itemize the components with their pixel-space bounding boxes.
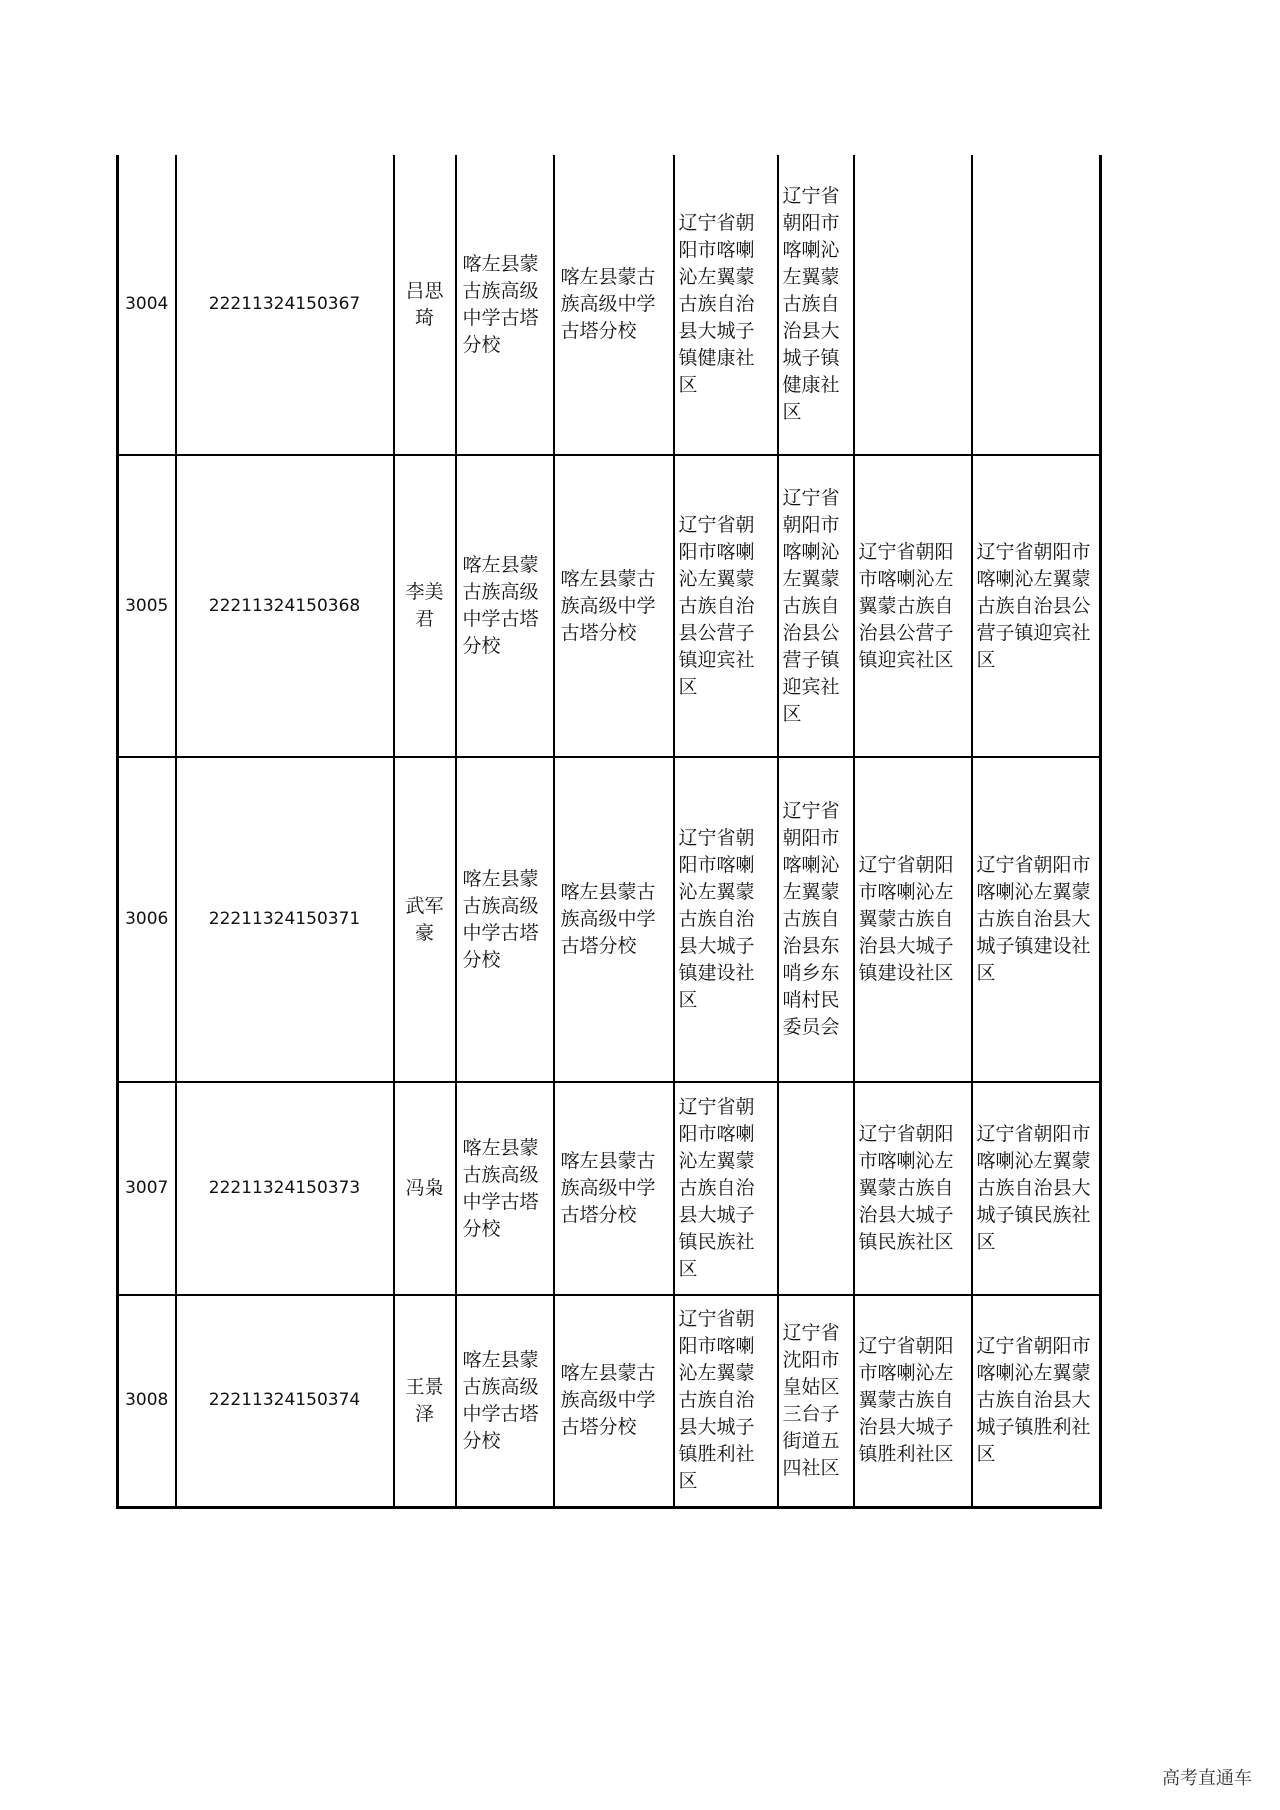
address-2: 辽宁省朝阳市喀喇沁左翼蒙古族自治县公营子镇迎宾社区 [778,455,854,757]
address-1: 辽宁省朝阳市喀喇沁左翼蒙古族自治县大城子镇胜利社区 [674,1295,778,1507]
address-2: 辽宁省沈阳市皇姑区三台子街道五四社区 [778,1295,854,1507]
school-a: 喀左县蒙古族高级中学古塔分校 [456,1082,554,1295]
table-row [118,455,1101,757]
table-row [118,757,1101,1082]
exam-id: 22211324150367 [176,155,394,455]
school-b: 喀左县蒙古族高级中学古塔分校 [554,757,674,1082]
address-2: 辽宁省朝阳市喀喇沁左翼蒙古族自治县东哨乡东哨村民委员会 [778,757,854,1082]
address-4: 辽宁省朝阳市喀喇沁左翼蒙古族自治县大城子镇民族社区 [972,1082,1101,1295]
school-b: 喀左县蒙古族高级中学古塔分校 [554,1295,674,1507]
exam-id: 22211324150374 [176,1295,394,1507]
exam-id: 22211324150371 [176,757,394,1082]
address-4: 辽宁省朝阳市喀喇沁左翼蒙古族自治县大城子镇胜利社区 [972,1295,1101,1507]
table-row [118,155,1101,455]
address-3: 辽宁省朝阳市喀喇沁左翼蒙古族自治县大城子镇胜利社区 [854,1295,972,1507]
student-name: 王景泽 [394,1295,456,1507]
address-2: 辽宁省朝阳市喀喇沁左翼蒙古族自治县大城子镇健康社区 [778,155,854,455]
row-number: 3008 [118,1295,176,1507]
row-number: 3005 [118,455,176,757]
address-1: 辽宁省朝阳市喀喇沁左翼蒙古族自治县大城子镇民族社区 [674,1082,778,1295]
address-1: 辽宁省朝阳市喀喇沁左翼蒙古族自治县大城子镇建设社区 [674,757,778,1082]
student-name: 李美君 [394,455,456,757]
address-4 [972,155,1101,455]
row-number: 3004 [118,155,176,455]
table-row [118,1295,1101,1507]
exam-id: 22211324150373 [176,1082,394,1295]
watermark-text: 高考直通车 [1162,1768,1252,1789]
student-record-table [116,155,1102,1509]
school-b: 喀左县蒙古族高级中学古塔分校 [554,1082,674,1295]
address-3: 辽宁省朝阳市喀喇沁左翼蒙古族自治县公营子镇迎宾社区 [854,455,972,757]
table-row [118,1082,1101,1295]
address-1: 辽宁省朝阳市喀喇沁左翼蒙古族自治县公营子镇迎宾社区 [674,455,778,757]
address-1: 辽宁省朝阳市喀喇沁左翼蒙古族自治县大城子镇健康社区 [674,155,778,455]
school-b: 喀左县蒙古族高级中学古塔分校 [554,155,674,455]
school-b: 喀左县蒙古族高级中学古塔分校 [554,455,674,757]
row-number: 3006 [118,757,176,1082]
address-3 [854,155,972,455]
row-number: 3007 [118,1082,176,1295]
student-name: 冯枭 [394,1082,456,1295]
school-a: 喀左县蒙古族高级中学古塔分校 [456,1295,554,1507]
student-name: 吕思琦 [394,155,456,455]
address-4: 辽宁省朝阳市喀喇沁左翼蒙古族自治县公营子镇迎宾社区 [972,455,1101,757]
school-a: 喀左县蒙古族高级中学古塔分校 [456,155,554,455]
exam-id: 22211324150368 [176,455,394,757]
school-a: 喀左县蒙古族高级中学古塔分校 [456,757,554,1082]
address-2 [778,1082,854,1295]
address-4: 辽宁省朝阳市喀喇沁左翼蒙古族自治县大城子镇建设社区 [972,757,1101,1082]
address-3: 辽宁省朝阳市喀喇沁左翼蒙古族自治县大城子镇建设社区 [854,757,972,1082]
school-a: 喀左县蒙古族高级中学古塔分校 [456,455,554,757]
address-3: 辽宁省朝阳市喀喇沁左翼蒙古族自治县大城子镇民族社区 [854,1082,972,1295]
student-name: 武军豪 [394,757,456,1082]
